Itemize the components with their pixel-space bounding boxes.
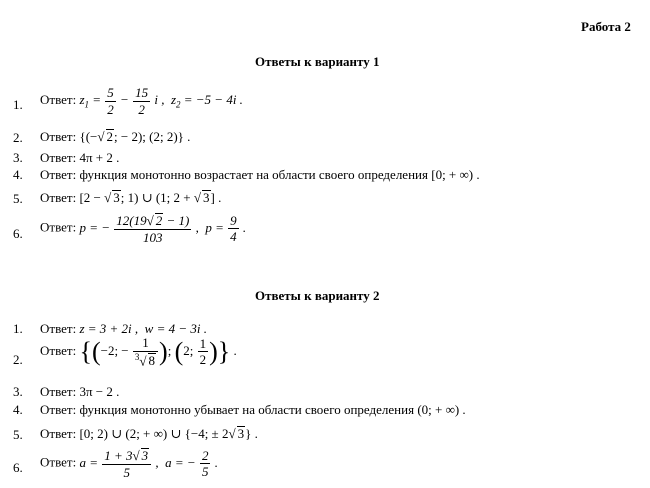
v1-item5-number: 5.: [13, 191, 23, 206]
v2-item3-formula: 3π − 2 .: [79, 384, 120, 399]
v1-item1-number: 1.: [13, 97, 23, 112]
answer-prefix: Ответ:: [40, 190, 77, 205]
answer-prefix: Ответ:: [40, 426, 77, 441]
v1-item2-answer: [40, 129, 190, 143]
answer-prefix: Ответ:: [40, 342, 77, 358]
answer-prefix: Ответ:: [40, 167, 77, 182]
answer-prefix: Ответ:: [40, 384, 77, 399]
v2-item3-number: 3.: [13, 384, 23, 399]
v2-item3-answer: [40, 385, 119, 398]
v2-item1-number: 1.: [13, 321, 23, 336]
v1-item2-number: 2.: [13, 130, 23, 145]
v2-item4-number: 4.: [13, 402, 23, 417]
answer-prefix: Ответ:: [40, 92, 77, 108]
v1-item4-answer: [40, 168, 480, 181]
v2-item4-answer: [40, 403, 466, 416]
v2-item6-formula: a = $\frac{1 + 3√ 3}{5}$ , a = − $\frac{2}{5}$ .: [79, 447, 218, 480]
variant1-heading: Ответы к варианту 1: [255, 54, 380, 69]
v1-item5-answer: [40, 190, 221, 204]
answer-prefix: Ответ:: [40, 150, 77, 165]
work-title: Работа 2: [581, 19, 631, 34]
v1-item1-formula: $z_1$ = $\frac{5}{2}$ − $\frac{15}{2}$ i , $z_2 = -5 - 4i$ .: [79, 85, 243, 117]
v1-item6-answer: [40, 213, 246, 244]
v2-item5-formula: [0; 2) ∪ (2; + ∞) ∪ {−4; ± 2√ 3} .: [79, 426, 258, 441]
v2-item5-number: 5.: [13, 427, 23, 442]
v1-item6-formula: p = − $\frac{12(19√ 2 - 1)}{103}$ , p = $\frac{9}{4}$ .: [79, 212, 247, 245]
v1-item1-answer: [40, 86, 243, 116]
answer-prefix: Ответ:: [40, 402, 77, 417]
v2-item5-answer: [40, 426, 258, 440]
answer-prefix: Ответ:: [40, 219, 77, 235]
v2-item1-formula: z = 3 + 2i , w = 4 − 3i .: [79, 321, 207, 336]
v2-item1-answer: [40, 322, 207, 335]
v1-item3-number: 3.: [13, 150, 23, 165]
v1-item3-formula: 4π + 2 .: [79, 150, 120, 165]
v1-item4-formula: [0; + ∞) .: [431, 167, 480, 182]
v2-item4-formula: (0; + ∞) .: [417, 402, 466, 417]
v1-item6-number: 6.: [13, 226, 23, 241]
v2-item2-formula: {(−2; − $\frac{1}{^3√ 8}$ ); (2; $\frac{1}{2}$ )} .: [79, 335, 237, 368]
v2-item2-number: 2.: [13, 352, 23, 367]
v2-item6-answer: [40, 448, 218, 479]
v2-item6-number: 6.: [13, 460, 23, 475]
v1-item4-number: 4.: [13, 167, 23, 182]
answer-prefix: Ответ:: [40, 321, 77, 336]
variant2-heading: Ответы к варианту 2: [255, 288, 380, 303]
v2-item4-text: функция монотонно убывает на области своего определения: [79, 402, 415, 417]
v1-item2-formula: {(−√ 2; − 2); (2; 2)} .: [79, 129, 191, 144]
answer-prefix: Ответ:: [40, 129, 77, 144]
v1-item4-text: функция монотонно возрастает на области своего определения: [79, 167, 428, 182]
v2-item2-answer: [40, 336, 237, 368]
v1-item3-answer: [40, 151, 119, 164]
answer-prefix: Ответ:: [40, 454, 77, 470]
v1-item5-formula: [2 − √ 3; 1) ∪ (1; 2 + √ 3] .: [79, 190, 222, 205]
